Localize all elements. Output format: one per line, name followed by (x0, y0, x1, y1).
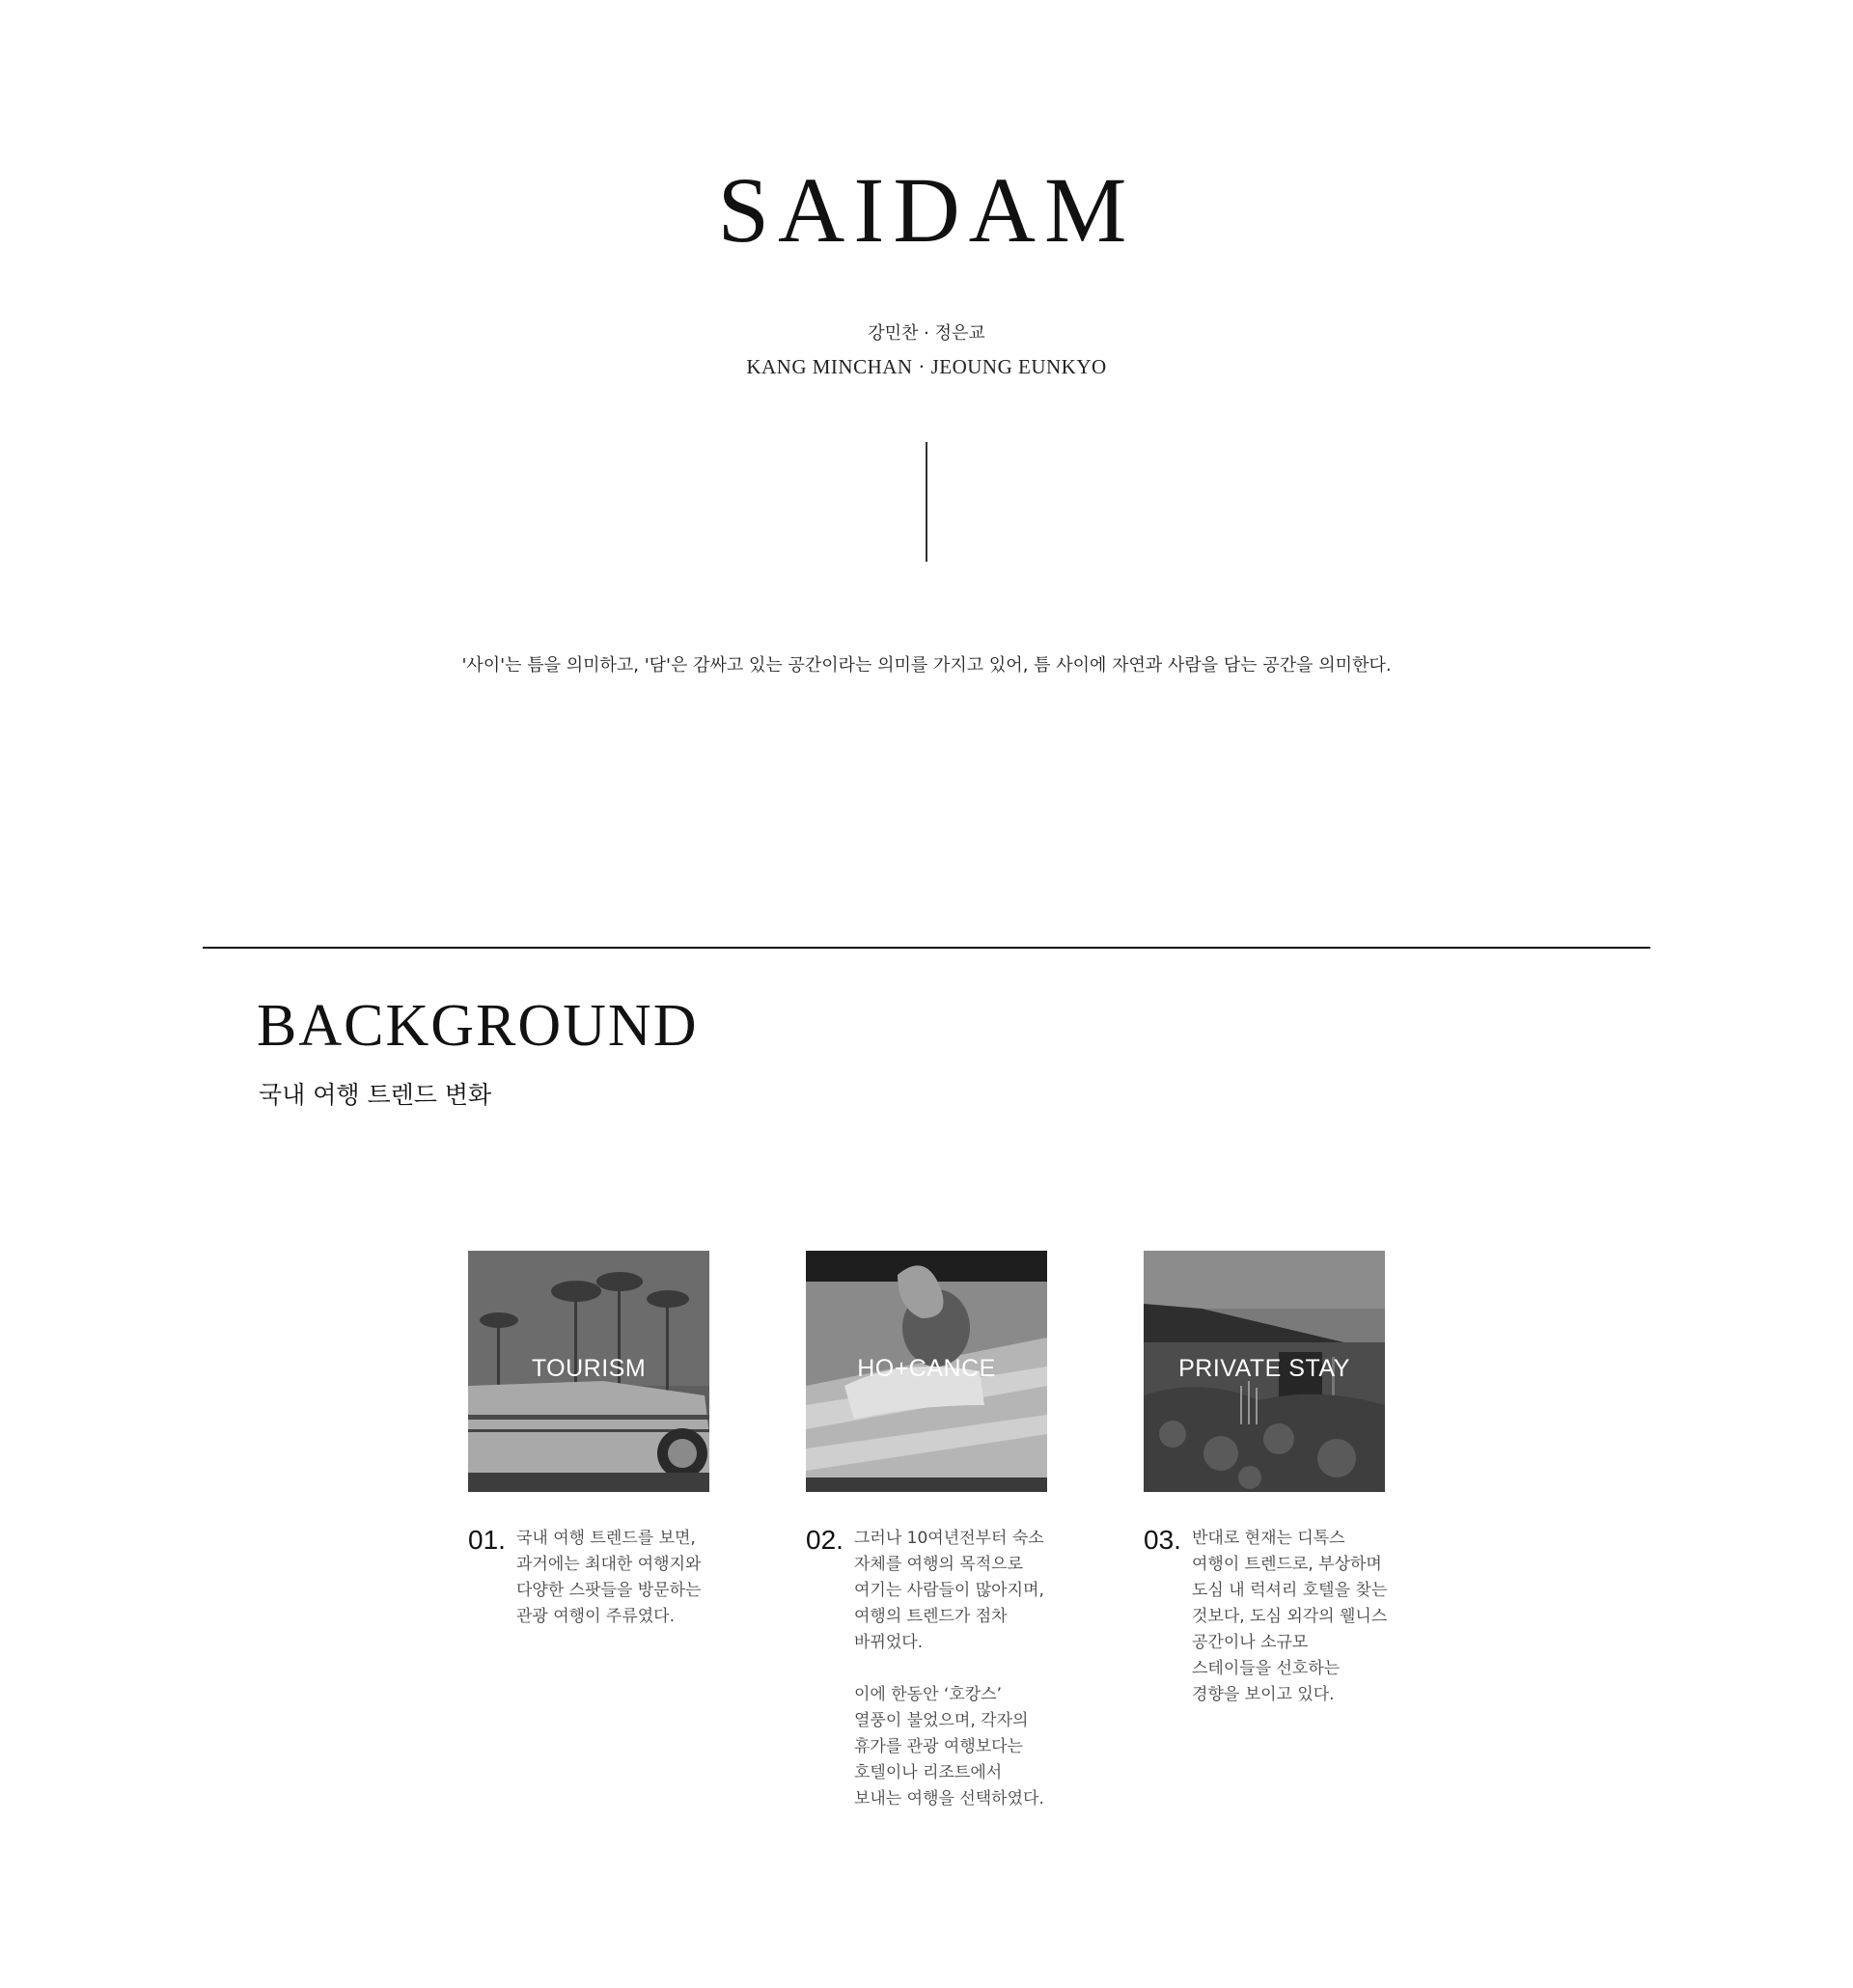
card-paragraph (1192, 1526, 1404, 1708)
card-paragraph (854, 1526, 1066, 1656)
section-subtitle: 국내 여행 트렌드 변화 (259, 1081, 492, 1109)
card-label: TOURISM (531, 1355, 647, 1382)
text-line: 관광 여행이 주류였다. (516, 1607, 676, 1626)
section-divider (203, 947, 1650, 949)
card-paragraph (516, 1526, 729, 1630)
text-line: 호텔이나 리조트에서 (854, 1763, 1003, 1782)
text-line: 이에 한동안 ‘호캉스’ (854, 1685, 1002, 1704)
card-label: HO+CANCE (857, 1355, 996, 1382)
private-stay-photo (1144, 1251, 1385, 1492)
text-line: 자체를 여행의 목적으로 (854, 1555, 1024, 1574)
concept-tagline: '사이'는 틈을 의미하고, '담'은 감싸고 있는 공간이라는 의미를 가지고 있어, 틈 사이에 자연과 사람을 담는 공간을 의미한다. (461, 655, 1392, 676)
trend-card-tourism (468, 1251, 709, 1626)
text-line: 공간이나 소규모 (1192, 1633, 1309, 1652)
text-line: 국내 여행 트렌드를 보면, (516, 1529, 696, 1548)
text-line: 바뀌었다. (854, 1633, 924, 1652)
text-line: 여기는 사람들이 많아지며, (854, 1581, 1044, 1600)
text-line: 경향을 보이고 있다. (1192, 1685, 1335, 1704)
text-line: 도심 내 럭셔리 호텔을 찾는 (1192, 1581, 1388, 1600)
text-line: 반대로 현재는 디톡스 (1192, 1529, 1345, 1548)
author-names-english: KANG MINCHAN · JEOUNG EUNKYO (746, 355, 1107, 378)
text-line: 여행의 트렌드가 점차 (854, 1607, 1008, 1626)
trend-card-hocance (806, 1251, 1047, 1809)
text-line: 것보다, 도심 외각의 웰니스 (1192, 1607, 1388, 1626)
text-line: 보내는 여행을 선택하였다. (854, 1789, 1044, 1809)
text-line: 열풍이 불었으며, 각자의 (854, 1711, 1029, 1730)
text-line: 다양한 스팟들을 방문하는 (516, 1581, 702, 1600)
text-line: 그러나 10여년전부터 숙소 (854, 1529, 1044, 1548)
tourism-photo (468, 1251, 709, 1492)
card-description (1192, 1526, 1404, 1708)
text-line: 과거에는 최대한 여행지와 (516, 1555, 702, 1574)
text-line: 휴가를 관광 여행보다는 (854, 1737, 1024, 1756)
card-number: 03. (1144, 1525, 1181, 1555)
section-title: BACKGROUND (257, 993, 699, 1059)
card-description (516, 1526, 729, 1630)
card-label: PRIVATE STAY (1178, 1355, 1350, 1382)
hocance-photo (806, 1251, 1047, 1492)
card-paragraph (854, 1682, 1066, 1812)
text-line: 스테이들을 선호하는 (1192, 1659, 1341, 1678)
card-number: 01. (468, 1525, 506, 1555)
trend-card-private-stay (1144, 1251, 1388, 1704)
card-number: 02. (806, 1525, 844, 1555)
author-names-korean: 강민찬 · 정은교 (868, 323, 985, 344)
logo: SAIDAM (717, 158, 1136, 262)
vertical-divider (926, 442, 927, 562)
text-line: 여행이 트렌드로, 부상하며 (1192, 1555, 1382, 1574)
card-description (854, 1526, 1066, 1812)
